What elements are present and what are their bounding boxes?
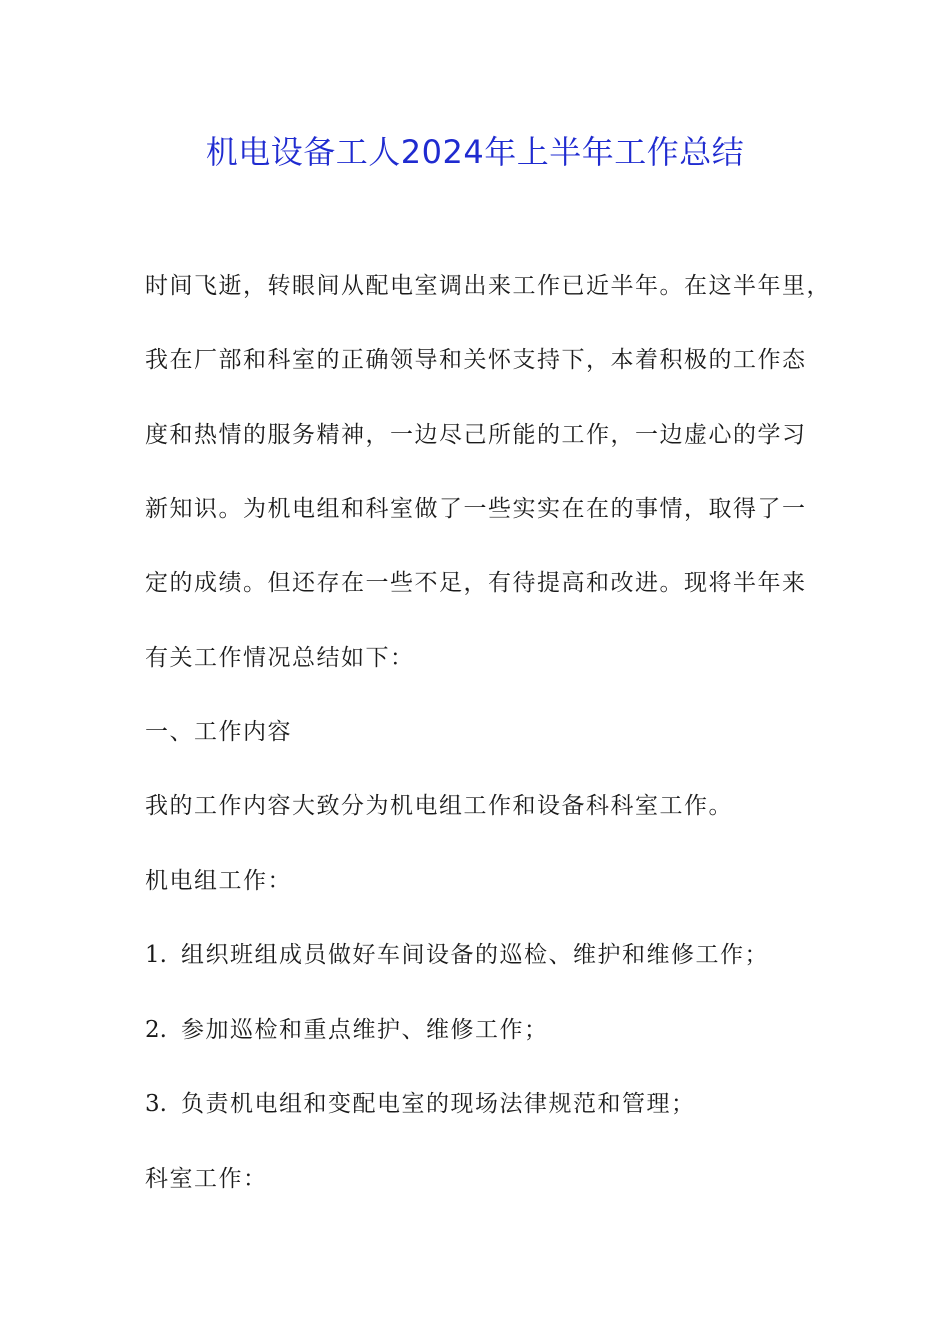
list-text: 负责机电组和变配电室的现场法律规范和管理； [181, 1091, 696, 1117]
section-text: 我的工作内容大致分为机电组工作和设备科科室工作。 [145, 793, 733, 819]
list-number: 1. [145, 942, 167, 968]
list-text: 组织班组成员做好车间设备的巡检、维护和维修工作； [181, 942, 769, 968]
document-title: 机电设备工人2024年上半年工作总结 [205, 133, 745, 171]
intro-line: 度和热情的服务精神，一边尽己所能的工作，一边虚心的学习 [145, 422, 807, 448]
list-item [145, 937, 769, 974]
intro-line: 新知识。为机电组和科室做了一些实实在在的事情，取得了一 [145, 496, 807, 522]
subsection-heading-office: 科室工作： [145, 1166, 268, 1192]
list-number: 3. [145, 1091, 167, 1117]
intro-line: 定的成绩。但还存在一些不足，有待提高和改进。现将半年来 [145, 570, 807, 596]
intro-line: 我在厂部和科室的正确领导和关怀支持下，本着积极的工作态 [145, 347, 807, 373]
intro-line: 时间飞逝，转眼间从配电室调出来工作已近半年。在这半年里， [145, 273, 831, 299]
subsection-heading-mech: 机电组工作： [145, 868, 292, 894]
list-text: 参加巡检和重点维护、维修工作； [181, 1017, 549, 1043]
list-item [145, 1012, 549, 1049]
section-heading: 一、工作内容 [145, 719, 292, 745]
intro-line: 有关工作情况总结如下： [145, 645, 415, 671]
list-item [145, 1086, 696, 1123]
list-number: 2. [145, 1017, 167, 1043]
